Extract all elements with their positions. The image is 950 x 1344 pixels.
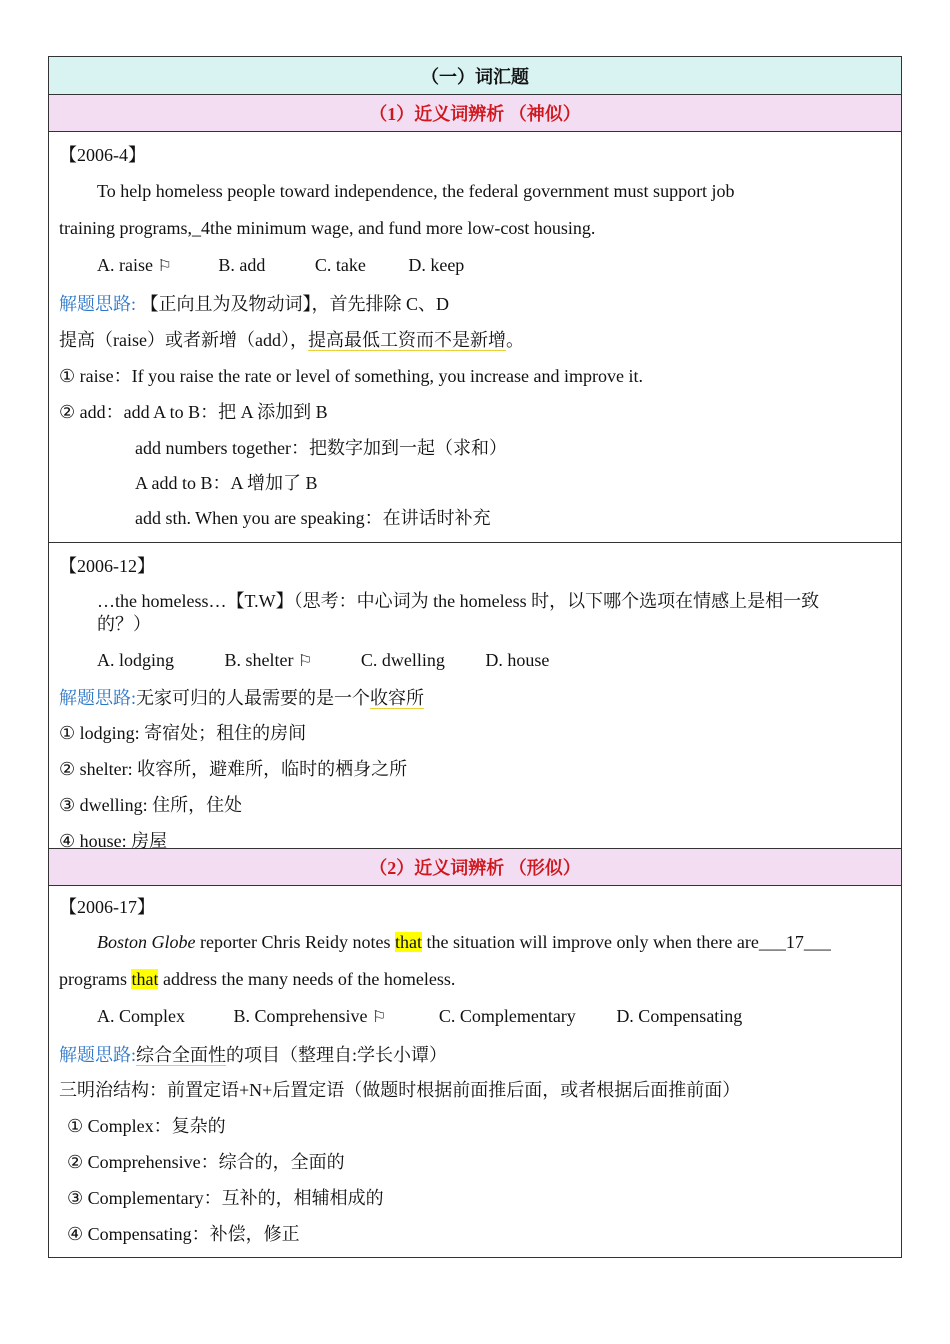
list-item: ④ house: 房屋 [59,831,168,851]
vocabulary-table [48,56,902,1258]
answer-options [59,649,891,673]
explanation-part-1: 提高（raise）或者新增（add）， [59,330,308,350]
option-c: C. take [314,255,366,275]
list-item: ① Complex：复杂的 [67,1116,226,1136]
tip-label: 解题思路: [59,688,137,708]
tip-label: 解题思路: [59,1045,137,1065]
option-d: D. Compensating [616,1006,743,1026]
option-b: B. add [218,255,266,275]
question-2006-12 [49,542,901,851]
flag-icon: ⚐ [298,653,313,670]
question-text-line-1: …the homeless…【T.W】（思考：中心词为 the homeless 时，以下哪个选项在情感上是相一致 [97,591,820,611]
tip-text-underlined: 收容所 [370,688,425,708]
structure-note: 三明治结构：前置定语+N+后置定语（做题时根据前面推后面，或者根据后面推前面） [59,1080,741,1100]
question-tag: 【2006-12】 [59,556,155,576]
highlighted-word: that [131,969,159,989]
tip-text-underlined: 综合全面性 [136,1045,227,1065]
question-2006-17 [49,885,901,1257]
question-text-line-2: 的？） [97,614,151,634]
tip-text: 无家可归的人最需要的是一个 [136,688,371,708]
question-text-line-1 [59,931,891,953]
option-a: A. lodging [97,650,175,670]
option-b: B. shelter [224,650,294,670]
sub-list-item: A add to B：A 增加了 B [135,473,318,493]
option-c: C. Complementary [438,1006,576,1026]
solution-tip [59,293,891,315]
solution-tip [59,687,891,709]
text-part: the situation will improve only when there are___17___ [421,932,831,952]
option-a: A. raise [97,255,153,275]
answer-options [59,254,891,278]
explanation-underlined: 提高最低工资而不是新增 [307,330,506,350]
option-d: D. house [485,650,550,670]
option-c: C. dwelling [360,650,445,670]
list-item: ③ dwelling: 住所，住处 [59,795,243,815]
list-item: ② shelter: 收容所，避难所，临时的栖身之所 [59,759,408,779]
section-2-title: （2）近义词辨析 （形似） [49,848,901,885]
table-title: （一）词汇题 [49,57,901,94]
text-part: address the many needs of the homeless. [158,969,456,989]
tip-text: 【正向且为及物动词】，首先排除 C、D [140,294,450,314]
list-item: ① lodging: 寄宿处；租住的房间 [59,723,307,743]
publication-name: Boston Globe [97,932,196,952]
list-item: ② Comprehensive：综合的，全面的 [67,1152,345,1172]
answer-options [59,1005,891,1029]
option-b: B. Comprehensive [233,1006,368,1026]
section-1-title: （1）近义词辨析 （神似） [49,94,901,131]
question-text-line-2: training programs,_4the minimum wage, and fund more low-cost housing. [59,218,596,238]
question-text-line-1: To help homeless people toward independence, the federal government must support job [97,181,735,201]
tip-label: 解题思路: [59,294,137,314]
list-item: ③ Complementary：互补的，相辅相成的 [67,1188,384,1208]
list-item: ④ Compensating：补偿，修正 [67,1224,300,1244]
option-a: A. Complex [97,1006,185,1026]
flag-icon: ⚐ [371,1009,387,1026]
text-part: reporter Chris Reidy notes [195,932,395,952]
list-item: ① raise：If you raise the rate or level of something, you increase and improve it. [59,366,643,386]
highlighted-word: that [394,932,422,952]
sub-list-item: add sth. When you are speaking：在讲话时补充 [135,508,491,528]
question-tag: 【2006-4】 [59,145,146,165]
flag-icon: ⚐ [157,258,172,275]
text-part: programs [59,969,132,989]
solution-tip [59,1044,891,1066]
sub-list-item: add numbers together：把数字加到一起（求和） [135,438,507,458]
explanation-end: 。 [505,330,524,350]
question-text-line-2 [59,968,891,990]
list-item: ② add：add A to B：把 A 添加到 B [59,402,328,422]
tip-text: 的项目（整理自:学长小谭） [226,1045,448,1065]
question-2006-4 [49,131,901,542]
question-tag: 【2006-17】 [59,897,155,917]
option-d: D. keep [408,255,465,275]
explanation [59,329,891,351]
